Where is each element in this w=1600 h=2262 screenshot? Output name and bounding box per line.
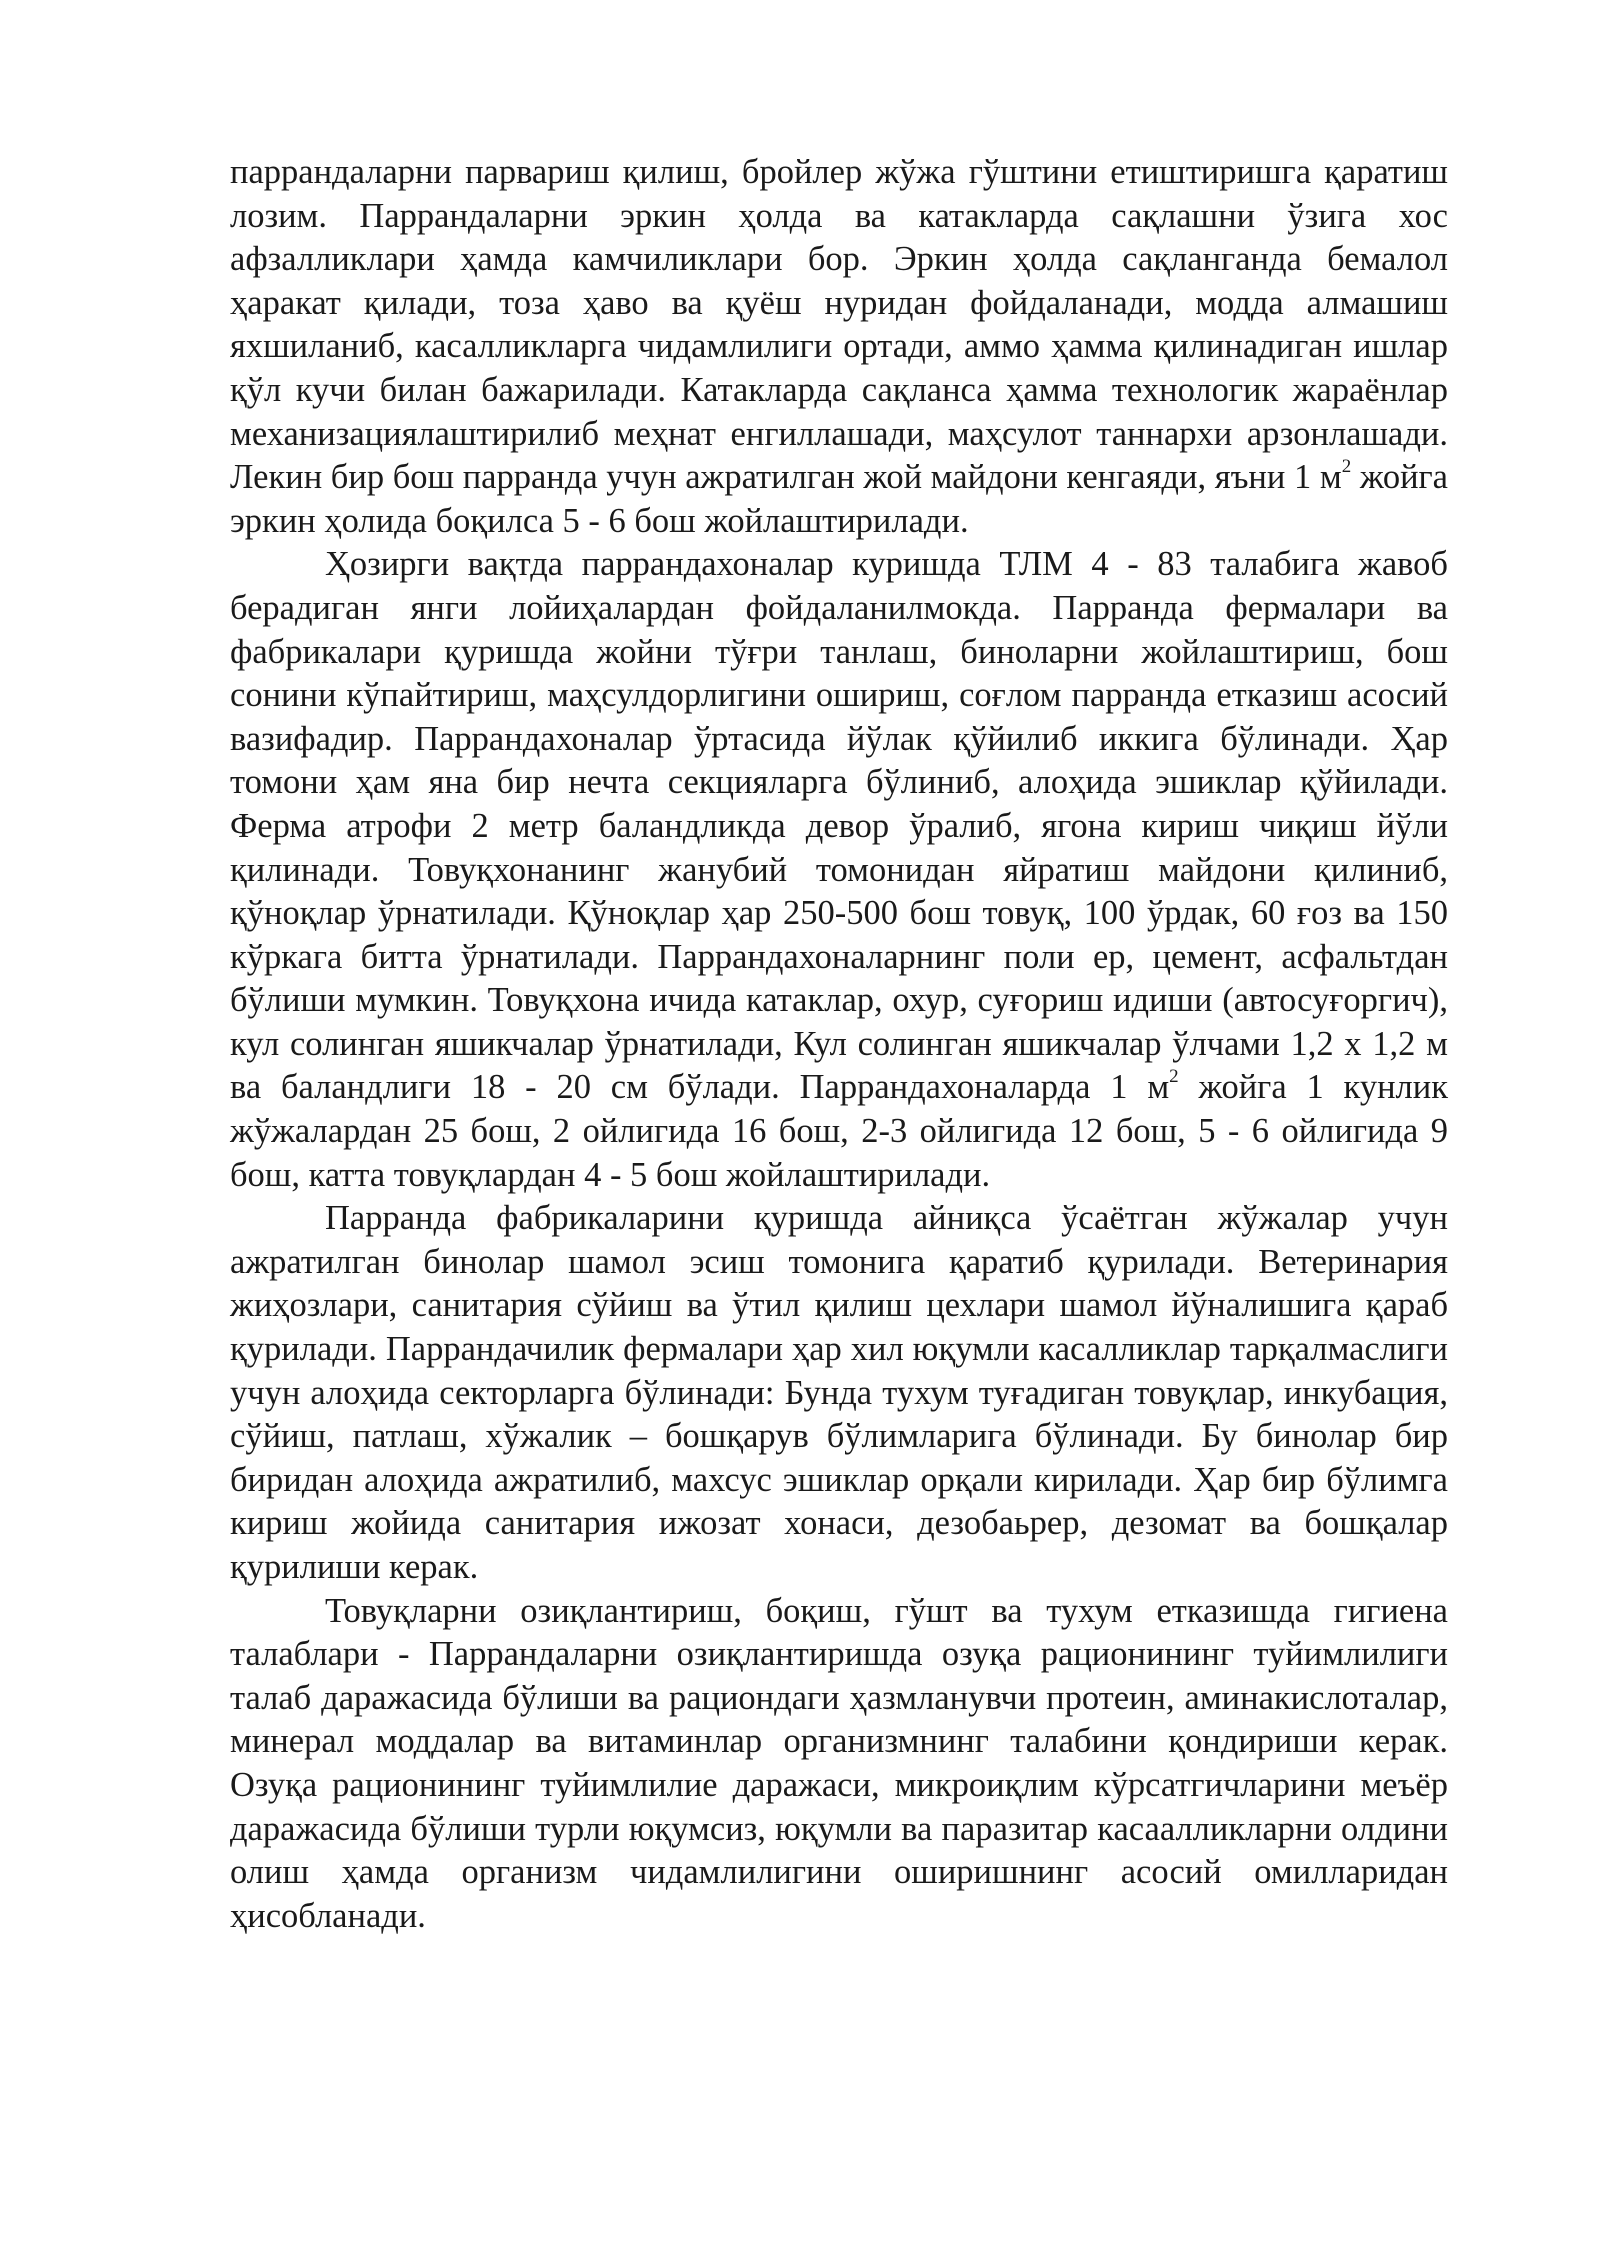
paragraph-2 bbox=[230, 543, 1448, 1197]
paragraph-2-text-a: Ҳозирги вақтда паррандахоналар куришда ТЛМ 4 - 83 талабига жавоб берадиган янги лойиҳалардан фойдаланилмокда. Парранда фермалари ва фабрикалари қуришда жойни тўғри танлаш, биноларни жойлаштириш, бош сонини кўпайтириш, маҳсулдорлигини ошириш, соғлом парранда етказиш асосий вазифадир. Паррандахоналар ўртасида йўлак қўйилиб иккига бўлинади. Ҳар томони ҳам яна бир нечта секцияларга бўлиниб, алоҳида эшиклар қўйилади. Ферма атрофи 2 метр баландликда девор ўралиб, ягона кириш чиқиш йўли қилинади. Товуқхонанинг жанубий томонидан яйратиш майдони қилиниб, қўноқлар ўрнатилади. Қўноқлар ҳар 250-500 бош товуқ, 100 ўрдак, 60 ғоз ва 150 кўркага битта ўрнатилади. Паррандахоналарнинг поли ер, цемент, асфальтдан бўлиши мумкин. Товуқхона ичида катаклар, охур, суғориш идиши (автосуғоргич), кул солинган яшикчалар ўрнатилади, Кул солинган яшикчалар ўлчами 1,2 х 1,2 м ва баландлиги 18 - 20 см бўлади. Паррандахоналарда 1 м bbox=[230, 545, 1448, 1107]
paragraph-4 bbox=[230, 1590, 1448, 1939]
paragraph-3-text: Парранда фабрикаларини қуришда айниқса ўсаётган жўжалар учун ажратилган бинолар шамол эсиш томонига қаратиб қурилади. Ветеринария жиҳозлари, санитария сўйиш ва ўтил қилиш цехлари шамол йўналишига қараб қурилади. Паррандачилик фермалари ҳар хил юқумли касалликлар тарқалмаслиги учун алоҳида секторларга бўлинади: Бунда тухум туғадиган товуқлар, инкубация, сўйиш, патлаш, хўжалик – бошқарув бўлимларига бўлинади. Бу бинолар бир биридан алоҳида ажратилиб, махсус эшиклар орқали кирилади. Ҳар бир бўлимга кириш жойида санитария ижозат хонаси, дезобаьрер, дезомат ва бошқалар қурилиши керак. bbox=[230, 1199, 1448, 1586]
paragraph-4-text: Товуқларни озиқлантириш, боқиш, гўшт ва тухум етказишда гигиена талаблари - Паррандаларни озиқлантиришда озуқа рационининг туйимлилиги талаб даражасида бўлиши ва рациондаги ҳазмланувчи протеин, аминакислоталар, минерал моддалар ва витаминлар организмнинг талабини қондириши керак. Озуқа рационининг туйимлилие даражаси, микроиқлим кўрсатгичларини меъёр даражасида бўлиши турли юқумсиз, юқумли ва паразитар касаалликларни олдини олиш ҳамда организм чидамлилигини оширишнинг асосий омилларидан ҳисобланади. bbox=[230, 1591, 1448, 1935]
paragraph-1 bbox=[230, 151, 1448, 543]
paragraph-1-text-b: жойга эркин ҳолида боқилса 5 - 6 бош жойлаштирилади. bbox=[230, 458, 1448, 540]
paragraph-2-text-b: жойга 1 кунлик жўжалардан 25 бош, 2 ойлигида 16 бош, 2-3 ойлигида 12 бош, 5 - 6 ойлигида 9 бош, катта товуқлардан 4 - 5 бош жойлаштирилади. bbox=[230, 1068, 1448, 1194]
superscript-square-meter: 2 bbox=[1341, 456, 1352, 478]
paragraph-1-text-a: паррандаларни парвариш қилиш, бройлер жўжа гўштини етиштиришга қаратиш лозим. Паррандаларни эркин ҳолда ва катакларда сақлашни ўзига хос афзалликлари ҳамда камчиликлари бор. Эркин ҳолда сақланганда бемалол ҳаракат қилади, тоза ҳаво ва қуёш нуридан фойдаланади, модда алмашиш яхшиланиб, касалликларга чидамлилиги ортади, аммо ҳамма қилинадиган ишлар қўл кучи билан бажарилади. Катакларда сақланса ҳамма технологик жараёнлар механизациялаштирилиб меҳнат енгиллашади, маҳсулот таннархи арзонлашади. Лекин бир бош парранда учун ажратилган жой майдони кенгаяди, яъни 1 м bbox=[230, 153, 1448, 497]
paragraph-3 bbox=[230, 1197, 1448, 1589]
document-page bbox=[230, 151, 1448, 1938]
superscript-square-meter: 2 bbox=[1169, 1066, 1179, 1088]
